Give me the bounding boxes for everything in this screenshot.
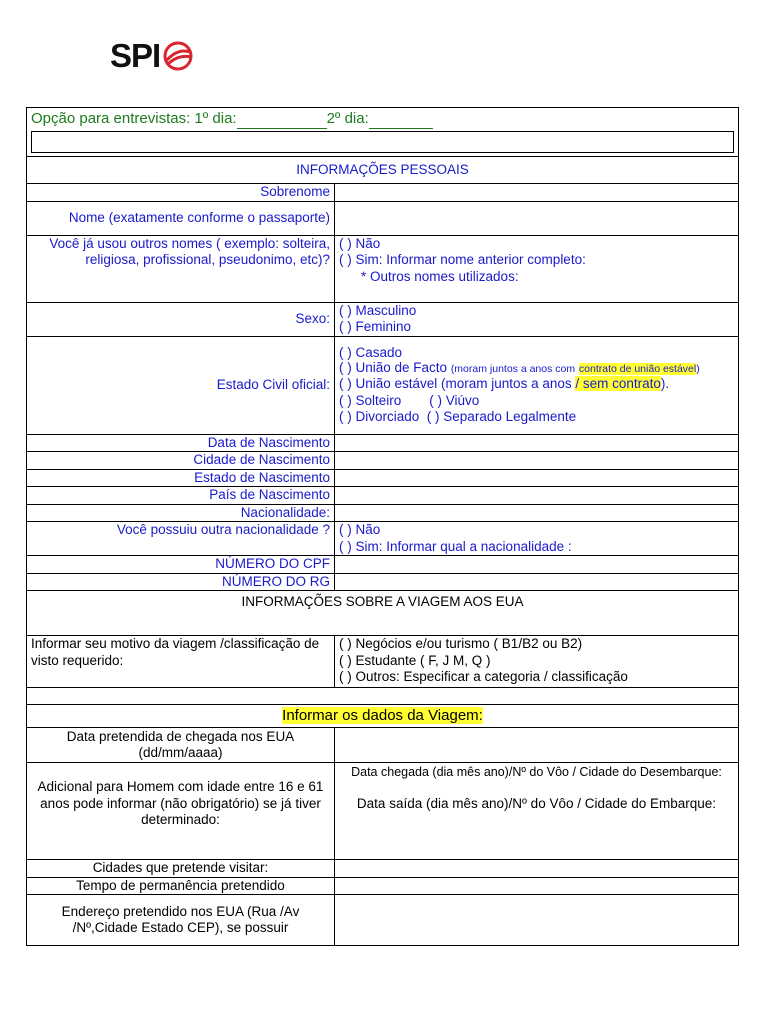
sex-male-option[interactable]: ( ) Masculino: [339, 302, 417, 318]
trip-data-title: Informar os dados da Viagem:: [282, 706, 483, 724]
civil-single-widow-row: [339, 393, 734, 410]
travel-reason-label: Informar seu motivo da viagem /classificação de visto requerido:: [27, 636, 335, 688]
spi-logo: [110, 38, 194, 74]
stay-field[interactable]: [335, 877, 739, 895]
birth-date-label: Data de Nascimento: [27, 434, 335, 452]
sex-field[interactable]: [335, 302, 739, 336]
name-field[interactable]: [335, 201, 739, 235]
birth-city-label: Cidade de Nascimento: [27, 452, 335, 470]
arrival-date-field[interactable]: [335, 728, 739, 763]
interview-dates-field[interactable]: [31, 131, 734, 153]
address-field[interactable]: [335, 895, 739, 946]
cities-label: Cidades que pretende visitar:: [27, 860, 335, 878]
birth-country-label: País de Nascimento: [27, 487, 335, 505]
surname-label: Sobrenome: [27, 184, 335, 202]
departure-flight-info: Data saída (dia mês ano)/Nº do Vôo / Cidade do Embarque:: [356, 796, 717, 811]
civil-status-label: Estado Civil oficial:: [27, 336, 335, 434]
civil-divorced-separated-row: [339, 409, 734, 426]
other-nationality-field[interactable]: [335, 522, 739, 556]
cpf-label: NÚMERO DO CPF: [27, 556, 335, 574]
civil-stable-option[interactable]: ( ) União estável (moram juntos a anos / sem contrato).: [339, 376, 670, 391]
spi-swoosh-logo-icon: [162, 40, 194, 72]
reason-other-option[interactable]: ( ) Outros: Especificar a categoria / classificação: [339, 669, 628, 684]
nationality-field[interactable]: [335, 504, 739, 522]
spacer-row: [27, 688, 739, 705]
birth-state-field[interactable]: [335, 469, 739, 487]
reason-student-option[interactable]: ( ) Estudante ( F, J M, Q ): [339, 652, 491, 668]
second-day-label: 2º dia:: [326, 110, 369, 127]
civil-widow-option[interactable]: ( ) Viúvo: [429, 392, 480, 408]
arrival-date-label: Data pretendida de chegada nos EUA (dd/mm/aaaa): [27, 728, 335, 763]
rg-field[interactable]: [335, 573, 739, 591]
other-names-label: Você já usou outros nomes ( exemplo: solteira, religiosa, profissional, pseudonimo, etc)?: [27, 235, 335, 302]
other-nationality-yes-option[interactable]: ( ) Sim: Informar qual a nacionalidade :: [339, 538, 572, 554]
rg-label: NÚMERO DO RG: [27, 573, 335, 591]
nationality-label: Nacionalidade:: [27, 504, 335, 522]
interview-option-label: Opção para entrevistas: 1º dia:: [31, 110, 237, 127]
stay-label: Tempo de permanência pretendido: [27, 877, 335, 895]
civil-union-option[interactable]: ( ) União de Facto (moram juntos a anos com contrato de união estável): [339, 360, 700, 375]
personal-info-title: INFORMAÇÕES PESSOAIS: [27, 157, 739, 184]
cpf-field[interactable]: [335, 556, 739, 574]
arrival-flight-info: Data chegada (dia mês ano)/Nº do Vôo / Cidade do Desembarque:: [351, 765, 722, 779]
logo-text: SPI: [110, 37, 161, 74]
sex-female-option[interactable]: ( ) Feminino: [339, 319, 412, 334]
birth-state-label: Estado de Nascimento: [27, 469, 335, 487]
interview-option-row: [27, 108, 739, 157]
birth-date-field[interactable]: [335, 434, 739, 452]
other-names-field[interactable]: [335, 235, 739, 302]
other-names-yes-option[interactable]: ( ) Sim: Informar nome anterior completo:: [339, 252, 586, 267]
travel-info-title: INFORMAÇÕES SOBRE A VIAGEM AOS EUA: [27, 591, 739, 636]
trip-data-title-row: [27, 705, 739, 728]
sex-label: Sexo:: [27, 302, 335, 336]
visa-form-table: [26, 107, 739, 946]
civil-single-option[interactable]: ( ) Solteiro: [339, 392, 402, 408]
name-label: Nome (exatamente conforme o passaporte): [27, 201, 335, 235]
civil-status-field[interactable]: [335, 336, 739, 434]
travel-reason-field[interactable]: [335, 636, 739, 688]
civil-separated-option[interactable]: ( ) Separado Legalmente: [426, 409, 577, 424]
other-names-note: * Outros nomes utilizados:: [361, 268, 519, 284]
birth-country-field[interactable]: [335, 487, 739, 505]
other-names-no-option[interactable]: ( ) Não: [339, 235, 381, 251]
other-nationality-no-option[interactable]: ( ) Não: [339, 522, 381, 537]
reason-business-option[interactable]: ( ) Negócios e/ou turismo ( B1/B2 ou B2): [339, 636, 583, 651]
birth-city-field[interactable]: [335, 452, 739, 470]
flight-info-field[interactable]: [335, 763, 739, 860]
civil-married-option[interactable]: ( ) Casado: [339, 344, 403, 360]
civil-divorced-option[interactable]: ( ) Divorciado: [339, 409, 420, 424]
address-label: Endereço pretendido nos EUA (Rua /Av /Nº,Cidade Estado CEP), se possuir: [27, 895, 335, 946]
male-additional-label: Adicional para Homem com idade entre 16 e 61 anos pode informar (não obrigatório) se já tiver determinado:: [27, 763, 335, 860]
cities-field[interactable]: [335, 860, 739, 878]
surname-field[interactable]: [335, 184, 739, 202]
other-nationality-label: Você possuiu outra nacionalidade ?: [27, 522, 335, 556]
